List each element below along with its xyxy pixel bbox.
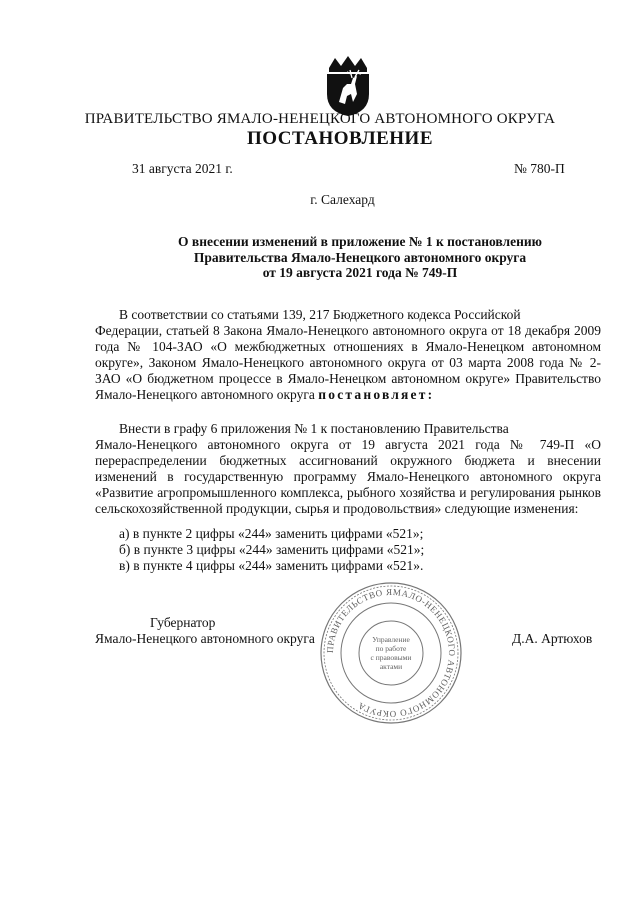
- decree-word: постановляет:: [318, 387, 435, 402]
- list-item: б) в пункте 3 цифры «244» заменить цифрами «521»;: [119, 542, 425, 557]
- paragraph-line: Внести в графу 6 приложения № 1 к постановлению Правительства: [119, 421, 509, 436]
- seal-center-line: актами: [379, 662, 403, 671]
- coat-of-arms-emblem: [321, 54, 375, 118]
- seal-center-line: с правовыми: [370, 653, 412, 662]
- paragraph-line: и продовольствия» следующие изменения:: [332, 501, 579, 516]
- paragraph-line: Федерации, статьей 8 Закона Ямало-Ненецкого автономного округа: [95, 323, 492, 338]
- signer-name: Д.А. Артюхов: [512, 631, 593, 646]
- list-item: а) в пункте 2 цифры «244» заменить цифрами «521»;: [119, 526, 424, 541]
- official-seal-stamp: [318, 580, 464, 726]
- heading-line-2: Правительства Ямало-Ненецкого автономного округа: [193, 249, 527, 265]
- signature-position-line-1: Губернатор: [150, 615, 216, 630]
- paragraph-line: в Ямало-Ненецком автономном округе» Правительство Ямало-Ненецкого: [95, 371, 601, 402]
- document-city: г. Салехард: [310, 192, 375, 207]
- paragraph-line: автономного округа от 03 марта 2008 года № 2-ЗАО «О бюджетном процессе: [95, 355, 601, 386]
- document-date: 31 августа 2021 г.: [132, 161, 233, 176]
- list-item: в) в пункте 4 цифры «244» заменить цифрами «521».: [119, 558, 424, 573]
- seal-ring-text: ПРАВИТЕЛЬСТВО ЯМАЛО-НЕНЕЦКОГО АВТОНОМНОГО ОКРУГА: [324, 586, 458, 720]
- organization-name: ПРАВИТЕЛЬСТВО ЯМАЛО-НЕНЕЦКОГО АВТОНОМНОГО ОКРУГА: [84, 111, 556, 127]
- heading-line-1: О внесении изменений в приложение № 1 к постановлению: [178, 234, 542, 249]
- document-number: № 780-П: [514, 161, 565, 176]
- document-type-title: ПОСТАНОВЛЕНИЕ: [246, 128, 434, 149]
- paragraph-line: Ямало-Ненецкого автономного округа от 19 августа 2021 года № 749-П: [95, 437, 585, 452]
- seal-center-line: Управление: [372, 635, 410, 644]
- paragraph-line: автономного округа «Развитие агропромышленного комплекса, рыбного: [95, 469, 601, 500]
- body-paragraph-2: [95, 421, 601, 517]
- paragraph-line: В соответствии со статьями 139, 217 Бюджетного кодекса Российской: [119, 307, 521, 322]
- heading-line-3: от 19 августа 2021 года № 749-П: [262, 265, 458, 280]
- signature-position-line-2: Ямало-Ненецкого автономного округа: [95, 631, 315, 646]
- document-heading: [0, 234, 640, 281]
- seal-center-line: по работе: [375, 644, 407, 653]
- paragraph-line: в Ямало-Ненецком автономном округе», Законом Ямало-Ненецкого: [95, 339, 601, 370]
- body-paragraph-1: [95, 307, 601, 403]
- paragraph-line: автономного округа: [200, 387, 319, 402]
- paragraph-line: «О перераспределении бюджетных ассигнований окружного бюджета: [95, 437, 601, 468]
- paragraph-line: хозяйства и регулирования рынков сельскохозяйственной продукции, сырья: [95, 485, 602, 516]
- paragraph-line: и внесении изменений в государственную программу Ямало-Ненецкого: [95, 453, 601, 484]
- paragraph-line: от 18 декабря 2009 года № 104-ЗАО «О межбюджетных отношениях: [95, 323, 601, 354]
